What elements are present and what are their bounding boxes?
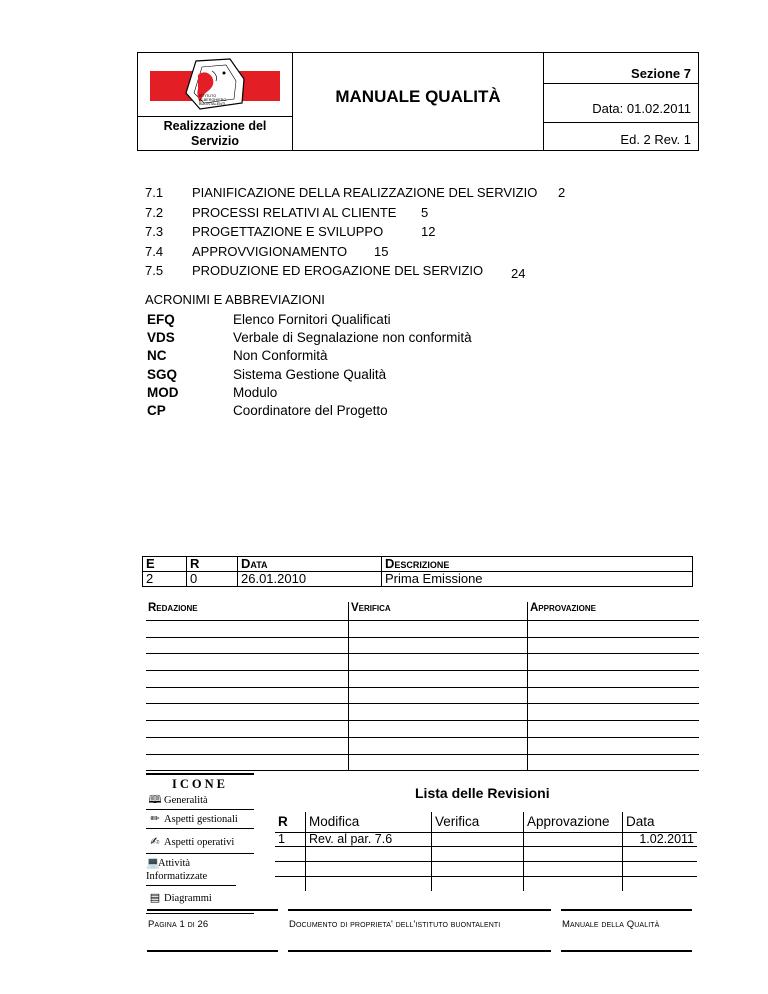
edition-table (142, 556, 693, 587)
revision-row[interactable] (275, 862, 697, 877)
approvazione-header: Approvazione (528, 602, 700, 621)
logo-line-1: ISTITUTO (199, 94, 217, 98)
rev-cell (524, 833, 623, 847)
signature-header-row (146, 602, 699, 621)
toc-title: PROGETTAZIONE E SVILUPPO (192, 224, 384, 239)
rev-col-r: R (275, 812, 306, 833)
logo-line-3: BUONTALENTI (199, 102, 226, 106)
writing-hand-icon: ✍ (150, 835, 160, 848)
signature-row[interactable] (146, 704, 699, 721)
logo-cell (138, 53, 293, 117)
footer-rule (147, 950, 278, 952)
toc-page: 12 (421, 224, 436, 239)
edition-col-descrizione: Descrizione (382, 557, 693, 572)
legend-label: Aspetti operativi (164, 837, 235, 848)
rev-cell: 1 (275, 833, 306, 847)
rev-col-modifica: Modifica (306, 812, 432, 833)
acronym-value: Non Conformità (233, 348, 328, 364)
legend-label: Aspetti gestionali (164, 814, 238, 825)
legend-label: Generalità (164, 795, 208, 806)
acronym-value: Modulo (233, 384, 278, 400)
document-title: MANUALE QUALITÀ (335, 87, 501, 106)
legend-item (146, 829, 254, 854)
revisions-header-row (275, 812, 697, 833)
redazione-header: Redazione (146, 602, 349, 621)
edition-cell: 26.01.2010 (238, 572, 382, 587)
acronym-value: Sistema Gestione Qualità (233, 366, 387, 382)
toc-page: 24 (511, 266, 526, 281)
acronym-key: NC (147, 348, 167, 364)
logo-line-2: ALBERGHIERO (199, 98, 227, 102)
footer-rule (288, 909, 551, 911)
signature-table (146, 602, 699, 771)
book-icon: 🕮 (148, 793, 162, 806)
acronym-value: Verbale di Segnalazione non conformità (233, 330, 472, 346)
edition-revision: Ed. 2 Rev. 1 (543, 123, 699, 151)
toc-title: PRODUZIONE ED EROGAZIONE DEL SERVIZIO (192, 263, 484, 278)
revision-row[interactable] (275, 847, 697, 862)
revision-row (275, 833, 697, 847)
computer-icon: 💻 (146, 856, 160, 869)
edition-col-r: R (187, 557, 238, 572)
toc-page: 15 (374, 243, 389, 259)
acronym-key: CP (147, 402, 166, 418)
signature-row[interactable] (146, 654, 699, 671)
legend-label: Diagrammi (164, 893, 212, 904)
signature-row[interactable] (146, 637, 699, 654)
icons-legend (146, 773, 254, 914)
toc-number: 7.4 (145, 243, 164, 259)
edition-cell: 0 (187, 572, 238, 587)
verifica-header: Verifica (349, 602, 528, 621)
signature-row[interactable] (146, 754, 699, 771)
rev-col-data: Data (623, 812, 698, 833)
toc-page: 5 (421, 204, 429, 220)
pencil-icon: ✏ (150, 812, 160, 825)
rev-col-verifica: Verifica (432, 812, 524, 833)
signature-row[interactable] (146, 737, 699, 754)
rev-cell: 1.02.2011 (623, 833, 698, 847)
toc-number: 7.1 (145, 185, 164, 200)
section-label: Sezione 7 (543, 53, 699, 84)
rev-col-approvazione: Approvazione (524, 812, 623, 833)
footer-rule (288, 950, 551, 952)
signature-row[interactable] (146, 671, 699, 688)
edition-header-row (143, 557, 693, 572)
acronym-value: Coordinatore del Progetto (233, 402, 388, 418)
legend-label: Attività Informatizzate (146, 858, 208, 882)
toc-number: 7.3 (145, 224, 164, 239)
footer-property: Documento di proprieta' dell'istituto buontalenti (289, 919, 501, 930)
document-date: Data: 01.02.2011 (543, 84, 699, 123)
footer-rule (561, 950, 692, 952)
toc-title: PIANIFICAZIONE DELLA REALIZZAZIONE DEL SERVIZIO (192, 185, 538, 200)
document-header (137, 52, 699, 151)
header-subtitle: Realizzazione del Servizio (138, 117, 293, 151)
edition-col-data: Data (238, 557, 382, 572)
toc-number: 7.2 (145, 204, 164, 220)
footer-manual-name: Manuale della Qualità (562, 919, 660, 930)
acronym-key: SGQ (147, 366, 178, 382)
signature-row[interactable] (146, 687, 699, 704)
signature-row[interactable] (146, 621, 699, 638)
footer-rule (147, 909, 278, 911)
rev-cell: Rev. al par. 7.6 (306, 833, 432, 847)
toc-number: 7.5 (145, 263, 164, 278)
edition-col-e: E (143, 557, 187, 572)
signature-row[interactable] (146, 721, 699, 738)
legend-item (146, 810, 254, 829)
revision-row[interactable] (275, 877, 697, 892)
acronym-key: MOD (147, 384, 179, 400)
legend-item (146, 791, 254, 810)
institute-logo (138, 53, 293, 117)
acronym-value: Elenco Fornitori Qualificati (233, 312, 391, 327)
acronym-key: EFQ (147, 312, 175, 327)
edition-cell: 2 (143, 572, 187, 587)
rev-cell (432, 833, 524, 847)
acronym-key: VDS (147, 330, 175, 346)
edition-cell: Prima Emissione (382, 572, 693, 587)
acronyms-heading: ACRONIMI E ABBREVIAZIONI (145, 292, 325, 307)
footer-page-number: Pagina 1 di 26 (148, 919, 209, 930)
legend-item (146, 854, 236, 886)
toc-title: APPROVVIGIONAMENTO (192, 243, 348, 259)
toc-title: PROCESSI RELATIVI AL CLIENTE (192, 204, 397, 220)
icons-legend-title: ICONE (146, 773, 254, 791)
edition-row (143, 572, 693, 587)
revisions-title: Lista delle Revisioni (415, 785, 550, 801)
document-icon: ▤ (149, 891, 161, 904)
footer-rule (561, 909, 692, 911)
revisions-table (275, 812, 697, 891)
toc-page: 2 (558, 185, 566, 200)
